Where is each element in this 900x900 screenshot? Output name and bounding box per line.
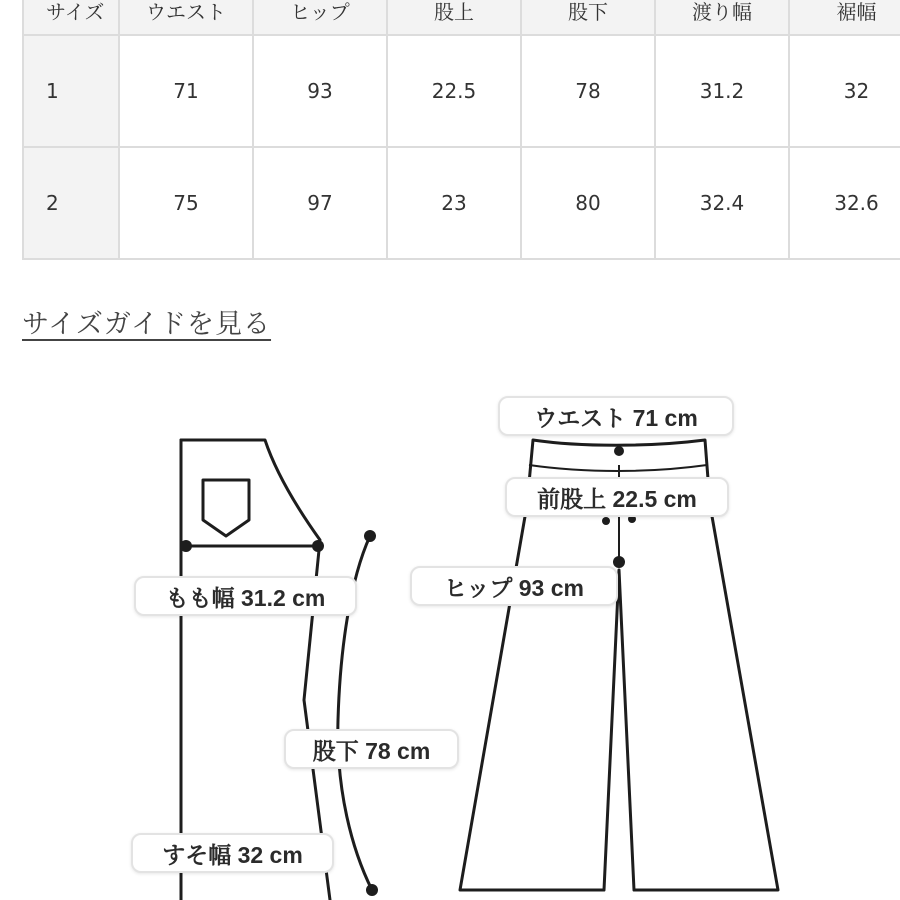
header-inseam: 股下 (521, 0, 655, 35)
cell-thigh-width: 32.4 (655, 147, 789, 259)
hem-label: すそ幅 32 cm (131, 833, 334, 873)
size-guide-link[interactable]: サイズガイドを見る (22, 309, 272, 340)
cell-hip: 97 (253, 147, 387, 259)
waist-label: ウエスト 71 cm (498, 396, 734, 436)
header-waist: ウエスト (119, 0, 253, 35)
header-rise: 股上 (387, 0, 521, 35)
thigh-measure-dot (312, 540, 324, 552)
inseam-measure-dot (366, 884, 378, 896)
cell-hip: 93 (253, 35, 387, 147)
header-size: サイズ (23, 0, 119, 35)
inseam-measure-dot (364, 530, 376, 542)
cell-size: 2 (23, 147, 119, 259)
thigh-label: もも幅 31.2 cm (134, 576, 357, 616)
cell-rise: 23 (387, 147, 521, 259)
hip-label: ヒップ 93 cm (410, 566, 618, 606)
back-pocket-icon (203, 480, 249, 536)
waist-button-dot (614, 446, 624, 456)
header-hip: ヒップ (253, 0, 387, 35)
cell-waist: 75 (119, 147, 253, 259)
thigh-measure-dot (180, 540, 192, 552)
cell-rise: 22.5 (387, 35, 521, 147)
cell-thigh-width: 31.2 (655, 35, 789, 147)
cell-hem-width: 32.6 (789, 147, 900, 259)
cell-size: 1 (23, 35, 119, 147)
pants-side-view (180, 440, 378, 900)
cell-inseam: 78 (521, 35, 655, 147)
cell-hem-width: 32 (789, 35, 900, 147)
header-hem-width: 裾幅 (789, 0, 900, 35)
cell-inseam: 80 (521, 147, 655, 259)
header-thigh-width: 渡り幅 (655, 0, 789, 35)
front-rise-label: 前股上 22.5 cm (505, 477, 729, 517)
inseam-label: 股下 78 cm (284, 729, 459, 769)
rise-measure-dot (613, 556, 625, 568)
cell-waist: 71 (119, 35, 253, 147)
